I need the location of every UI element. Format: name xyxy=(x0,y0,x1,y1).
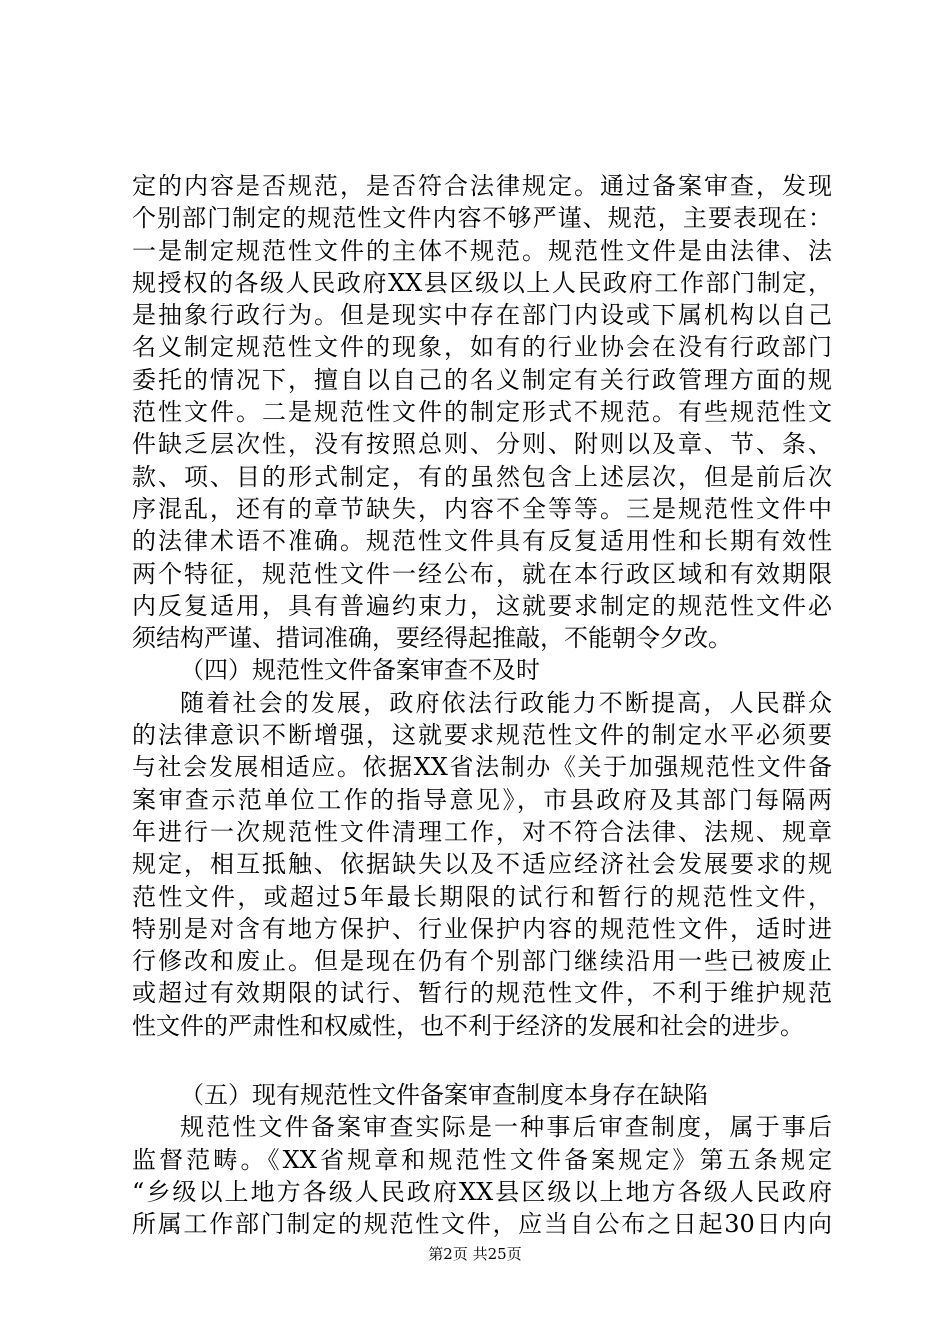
text-line: 的法律意识不断增强，这就要求规范性文件的制定水平必须要 xyxy=(132,721,832,750)
text-line: 监督范畴。《XX省规章和规范性文件备案规定》第五条规定 xyxy=(132,1145,832,1174)
text-line: 定的内容是否规范，是否符合法律规定。通过备案审查，发现 xyxy=(132,172,832,200)
text-line: 年进行一次规范性文件清理工作，对不符合法律、法规、规章 xyxy=(132,817,832,846)
text-line: 范性文件，或超过5年最长期限的试行和暂行的规范性文件， xyxy=(132,882,832,911)
text-line: 个别部门制定的规范性文件内容不够严谨、规范，主要表现在： xyxy=(132,204,832,233)
text-line: 件缺乏层次性，没有按照总则、分则、附则以及章、节、条、 xyxy=(132,430,832,459)
text-line: 所属工作部门制定的规范性文件，应当自公布之日起30日内向 xyxy=(132,1210,832,1239)
text-line: 特别是对含有地方保护、行业保护内容的规范性文件，适时进 xyxy=(132,914,832,943)
text-line: 名义制定规范性文件的现象，如有的行业协会在没有行政部门 xyxy=(132,333,832,362)
text-line: 行修改和废止。但是现在仍有个别部门继续沿用一些已被废止 xyxy=(132,947,832,976)
text-line: 性文件的严肃性和权威性，也不利于经济的发展和社会的进步。 xyxy=(132,1011,804,1040)
text-line: 规定，相互抵触、依据缺失以及不适应经济社会发展要求的规 xyxy=(132,850,832,879)
text-line: 或超过有效期限的试行、暂行的规范性文件，不利于维护规范 xyxy=(132,979,832,1008)
page-footer: 第2页 共25页 xyxy=(428,1245,522,1263)
section-heading-5: （五）现有规范性文件备案审查制度本身存在缺陷 xyxy=(180,1081,708,1110)
section-heading-4: （四）规范性文件备案审查不及时 xyxy=(180,656,540,685)
text-line: 案审查示范单位工作的指导意见》，市县政府及其部门每隔两 xyxy=(132,785,832,814)
paragraph-gap xyxy=(132,1042,832,1079)
text-line: 是抽象行政行为。但是现实中存在部门内设或下属机构以自己 xyxy=(132,301,832,330)
text-line: “乡级以上地方各级人民政府XX县区级以上地方各级人民政府 xyxy=(132,1177,832,1206)
text-line: 的法律术语不准确。规范性文件具有反复适用性和长期有效性 xyxy=(132,527,832,556)
text-line: 一是制定规范性文件的主体不规范。规范性文件是由法律、法 xyxy=(132,236,832,265)
text-line: 范性文件。二是规范性文件的制定形式不规范。有些规范性文 xyxy=(132,398,832,427)
text-line: 内反复适用，具有普遍约束力，这就要求制定的规范性文件必 xyxy=(132,591,832,620)
text-line: 款、项、目的形式制定，有的虽然包含上述层次，但是前后次 xyxy=(132,462,832,491)
text-line: 两个特征，规范性文件一经公布，就在本行政区域和有效期限 xyxy=(132,559,832,588)
text-line: 委托的情况下，擅自以自己的名义制定有关行政管理方面的规 xyxy=(132,365,832,394)
text-line: 随着社会的发展，政府依法行政能力不断提高，人民群众 xyxy=(180,688,832,717)
text-line: 序混乱，还有的章节缺失，内容不全等等。三是规范性文件中 xyxy=(132,494,832,523)
text-line: 须结构严谨、措词准确，要经得起推敲，不能朝令夕改。 xyxy=(132,624,732,653)
text-line: 规授权的各级人民政府XX县区级以上人民政府工作部门制定， xyxy=(132,268,832,297)
document-body xyxy=(132,170,832,1241)
text-line: 与社会发展相适应。依据XX省法制办《关于加强规范性文件备 xyxy=(132,753,832,782)
text-line: 规范性文件备案审查实际是一种事后审查制度，属于事后 xyxy=(180,1113,832,1142)
